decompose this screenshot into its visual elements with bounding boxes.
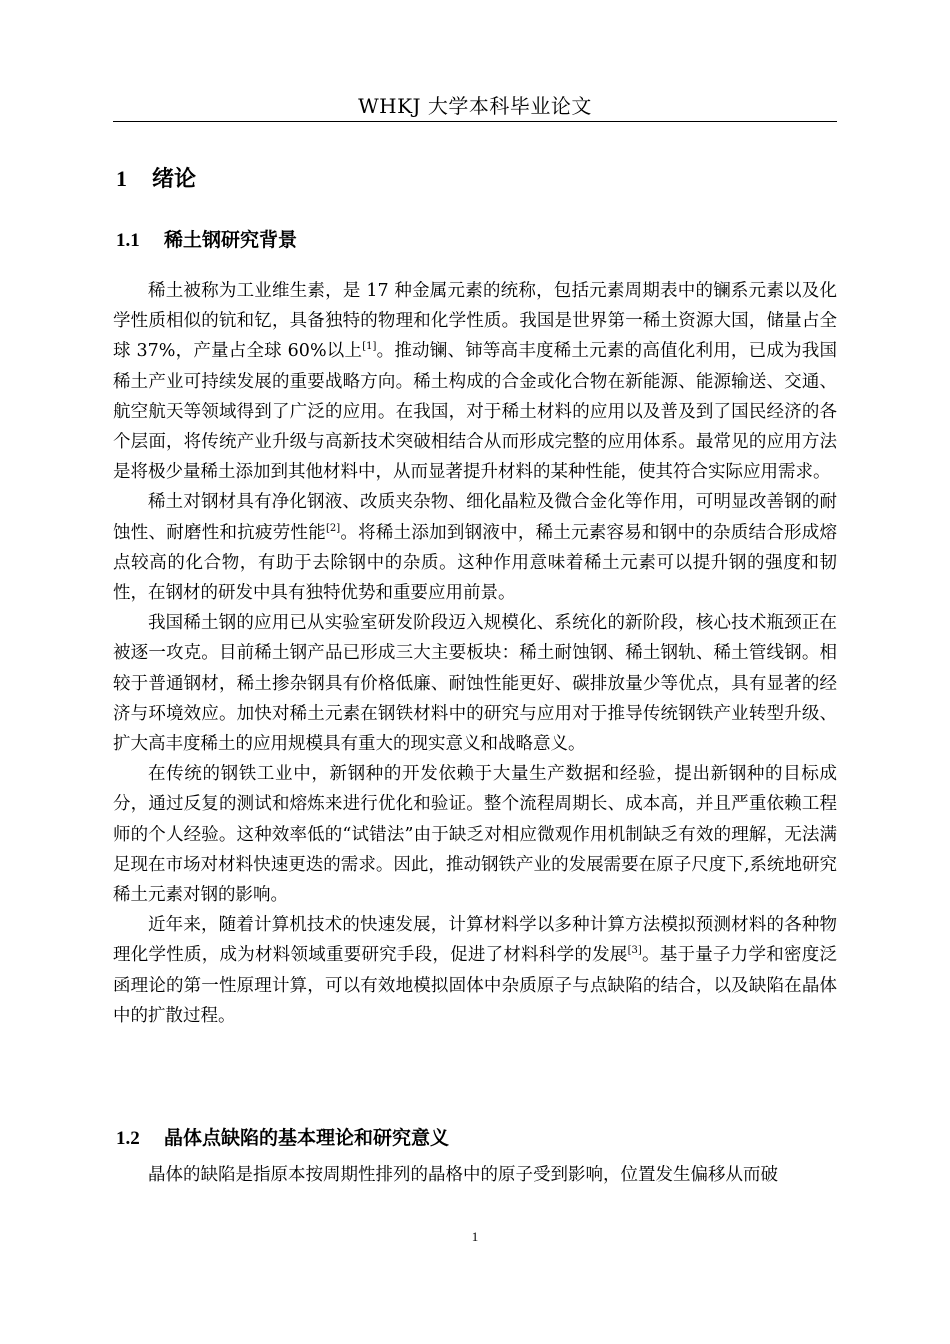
page-number: 1 (471, 1229, 479, 1244)
chapter-title: 绪论 (152, 166, 197, 192)
paragraph-text: 。基于量子力学和密度泛函理论的第一性原理计算，可以有效地模拟固体中杂质原子与点缺陷的结合，以及缺陷在晶体中的扩散过程。 (113, 945, 837, 1026)
section-title: 晶体点缺陷的基本理论和研究意义 (164, 1127, 450, 1149)
paragraph (113, 276, 837, 487)
paragraph-text: 在传统的钢铁工业中，新钢种的开发依赖于大量生产数据和经验，提出新钢种的目标成分，通过反复的测试和熔炼来进行优化和验证。整个流程周期长、成本高，并且严重依赖工程师的个人经验。这种效率低的“试错法”由于缺乏对相应微观作用机制缺乏有效的理解，无法满足现在市场对材料快速更迭的需求。因此，推动钢铁产业的发展需要在原子尺度下,系统地研究稀土元素对钢的影响。 (113, 764, 837, 906)
paragraph-text: 稀土对钢材具有净化钢液、改质夹杂物、细化晶粒及微合金化等作用，可明显改善钢的耐蚀性、耐磨性和抗疲劳性能 (113, 492, 837, 543)
section-number: 1.1 (116, 230, 140, 251)
paragraph (113, 608, 837, 759)
section-heading-1-1 (116, 226, 297, 255)
paragraph-text: 近年来，随着计算机技术的快速发展，计算材料学以多种计算方法模拟预测材料的各种物理化学性质，成为材料领域重要研究手段，促进了材料科学的发展 (113, 915, 837, 966)
section-title: 稀土钢研究背景 (164, 229, 298, 251)
citation: [1] (362, 341, 377, 353)
paragraph-text: 。推动镧、铈等高丰度稀土元素的高值化利用，已成为我国稀土产业可持续发展的重要战略方向。稀土构成的合金或化合物在新能源、能源输送、交通、航空航天等领域得到了广泛的应用。在我国，对于稀土材料的应用以及普及到了国民经济的各个层面，将传统产业升级与高新技术突破相结合从而形成完整的应用体系。最常见的应用方法是将极少量稀土添加到其他材料中，从而显著提升材料的某种性能，使其符合实际应用需求。 (113, 341, 838, 483)
paragraph-text: 稀土被称为工业维生素，是 17 种金属元素的统称，包括元素周期表中的镧系元素以及化学性质相似的钪和钇，具备独特的物理和化学性质。我国是世界第一稀土资源大国，储量占全球 37%，产量占全球 60%以上 (113, 281, 837, 362)
paragraph (113, 759, 837, 910)
citation: [2] (325, 522, 341, 534)
section-1-1-body (113, 276, 837, 1031)
section-number: 1.2 (116, 1128, 140, 1149)
page-header: WHKJ 大学本科毕业论文 (358, 94, 592, 118)
paragraph-text: 。将稀土添加到钢液中，稀土元素容易和钢中的杂质结合形成熔点较高的化合物，有助于去除钢中的杂质。这种作用意味着稀土元素可以提升钢的强度和韧性，在钢材的研发中具有独特优势和重要应用前景。 (113, 522, 838, 604)
paragraph (113, 487, 837, 608)
section-heading-1-2 (116, 1124, 449, 1153)
header-rule (113, 121, 837, 122)
chapter-heading (116, 164, 196, 194)
paragraph: 晶体的缺陷是指原本按周期性排列的晶格中的原子受到影响，位置发生偏移从而破 (148, 1165, 778, 1185)
paragraph-text: 我国稀土钢的应用已从实验室研发阶段迈入规模化、系统化的新阶段，核心技术瓶颈正在被逐一攻克。目前稀土钢产品已形成三大主要板块：稀土耐蚀钢、稀土钢轨、稀土管线钢。相较于普通钢材，稀土掺杂钢具有价格低廉、耐蚀性能更好、碳排放量少等优点，具有显著的经济与环境效应。加快对稀土元素在钢铁材料中的研究与应用对于推导传统钢铁产业转型升级、扩大高丰度稀土的应用规模具有重大的现实意义和战略意义。 (113, 613, 837, 755)
chapter-number: 1 (116, 166, 127, 191)
paragraph (113, 910, 837, 1031)
citation: [3] (627, 945, 642, 957)
